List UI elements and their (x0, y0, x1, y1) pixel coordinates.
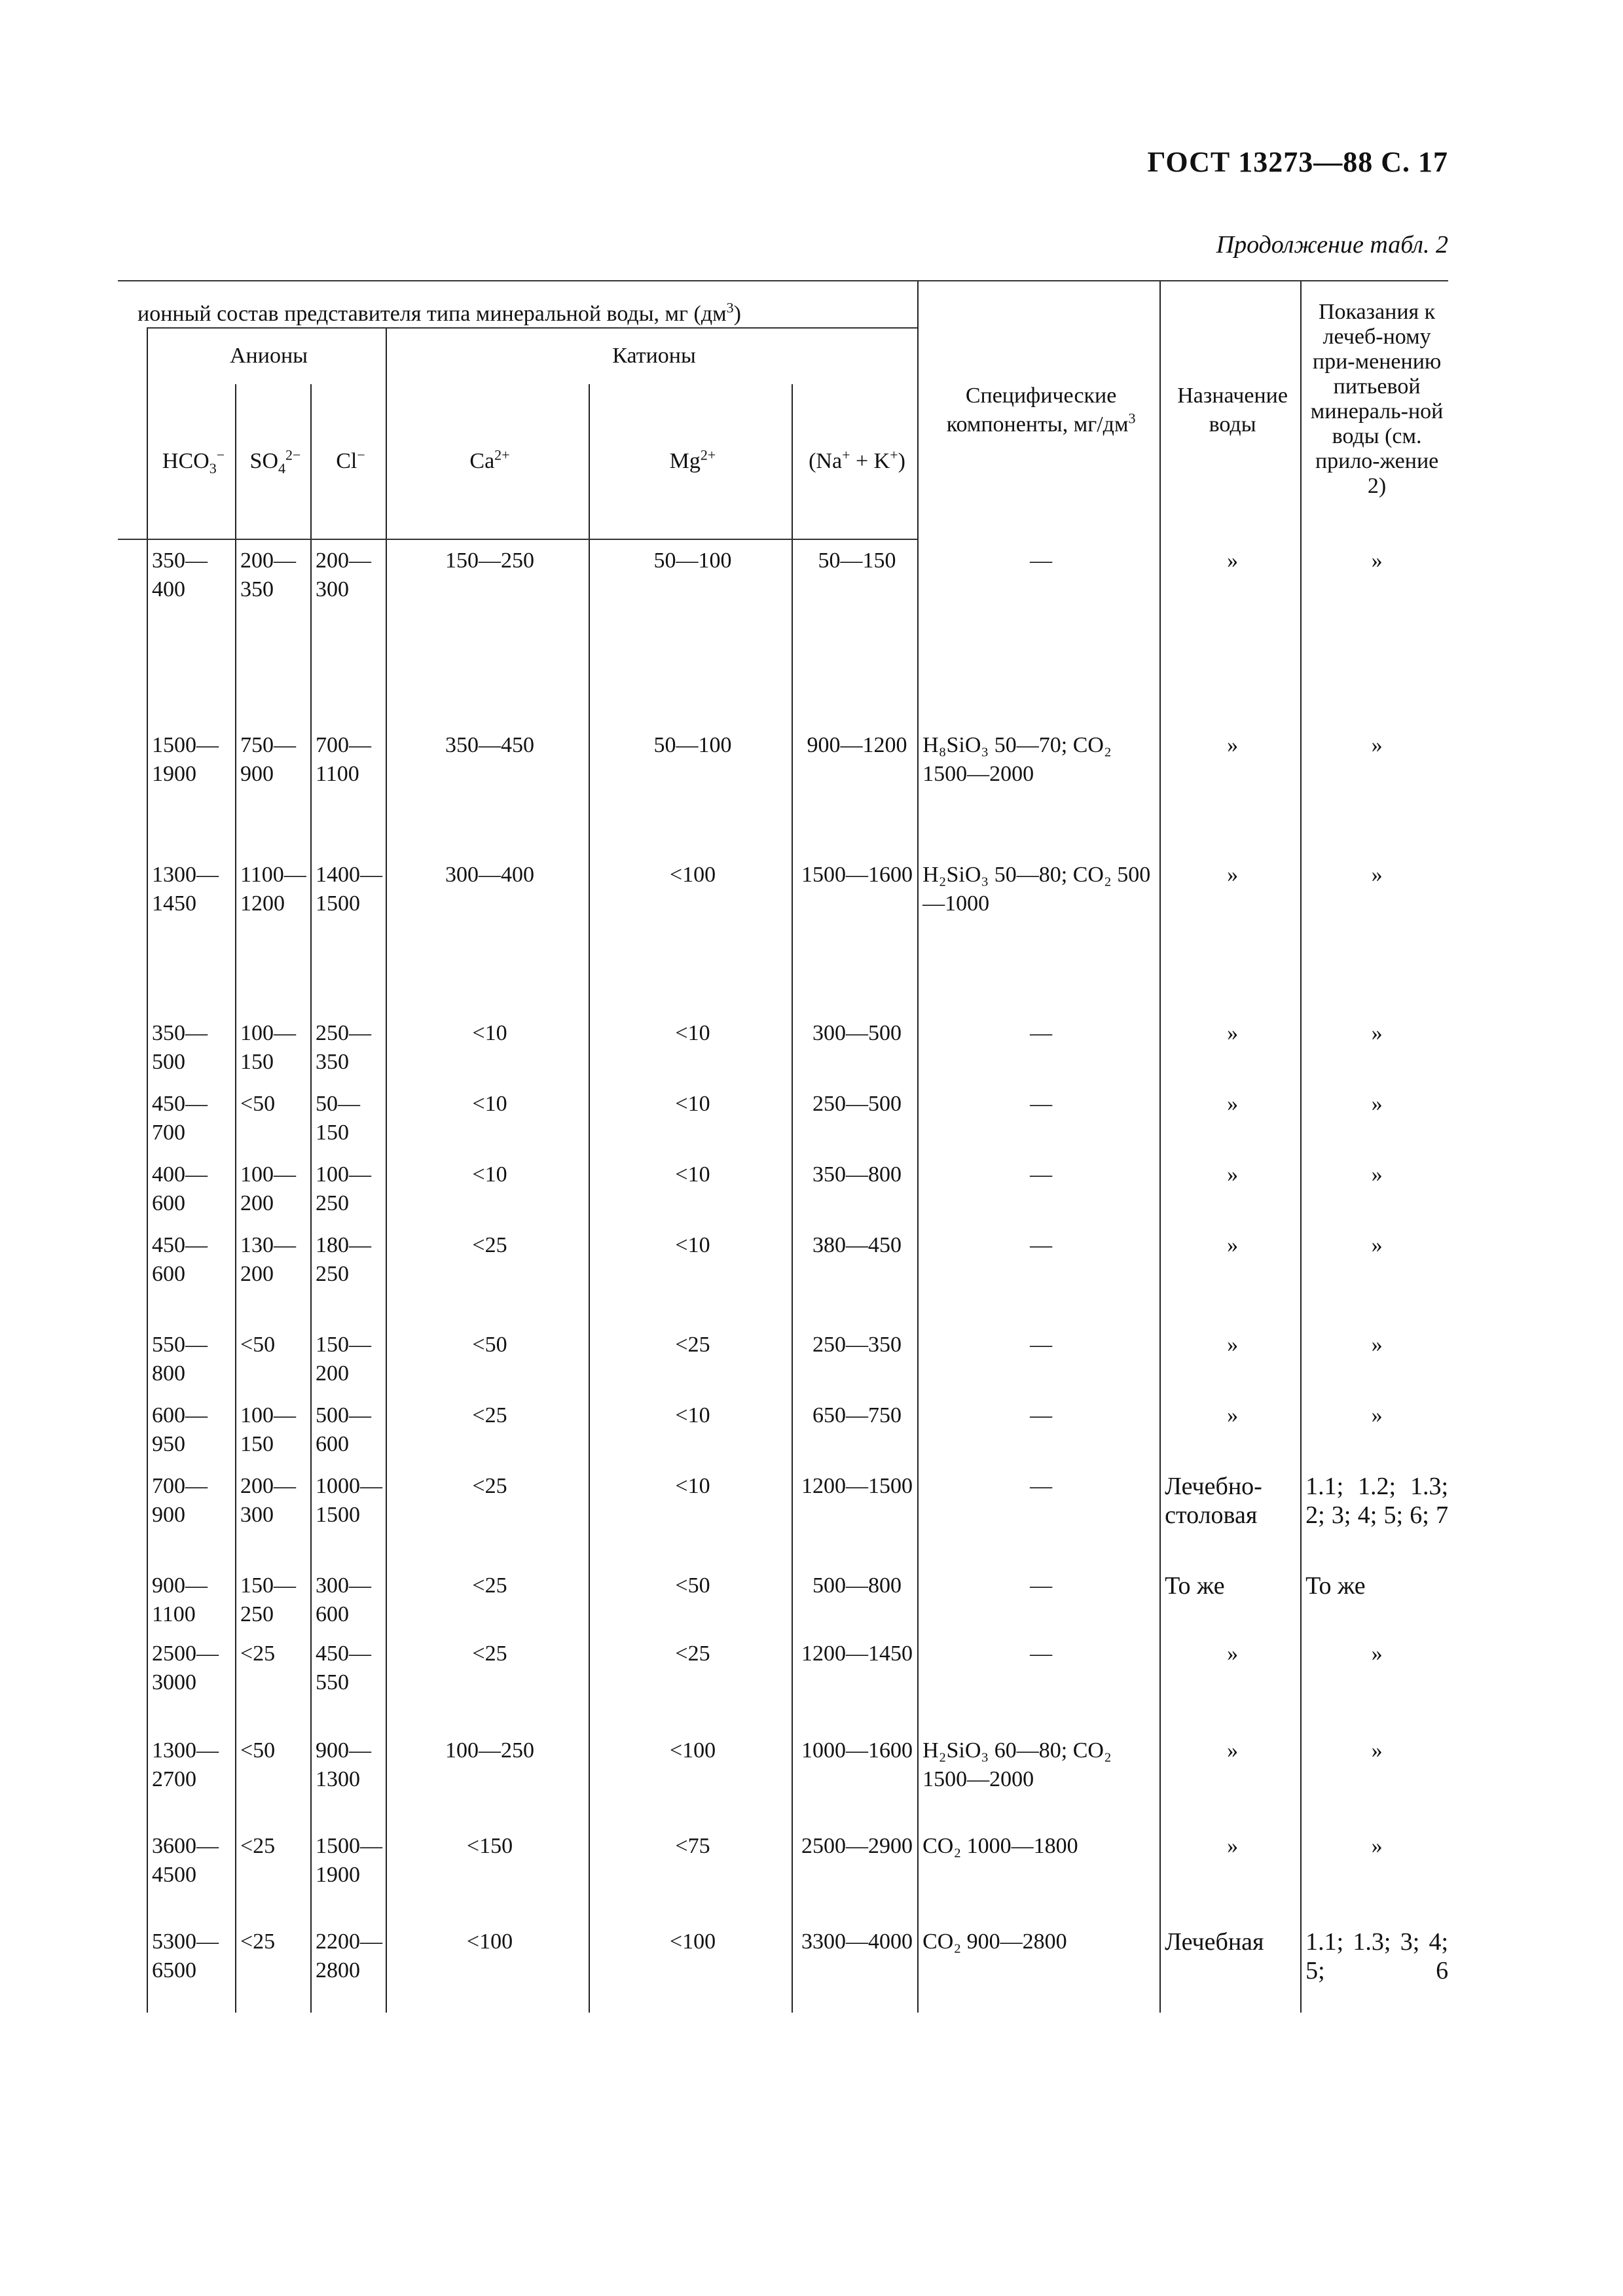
anions-header: Анионы (147, 328, 386, 384)
ca-cell: 300—400 (386, 861, 589, 1019)
table-row (118, 1019, 1448, 1090)
mg-cell: <50 (589, 1571, 792, 1640)
ca-header: $Ca^{2+}$ (386, 384, 589, 539)
indications-cell: » (1301, 1090, 1448, 1160)
specific-cell: CO₂ 1000—1800 (918, 1832, 1160, 1928)
table-row (118, 1401, 1448, 1472)
purpose-cell: Лечебная (1160, 1928, 1301, 2013)
na-k-cell: 1500—1600 (792, 861, 918, 1019)
purpose-cell: » (1160, 1331, 1301, 1401)
ca-cell: 350—450 (386, 731, 589, 861)
hco3-cell: 3600— 4500 (147, 1832, 236, 1928)
purpose-cell: » (1160, 1640, 1301, 1736)
na-k-cell: 350—800 (792, 1160, 918, 1231)
hco3-cell: 450— 600 (147, 1231, 236, 1331)
na-k-cell: 2500—2900 (792, 1832, 918, 1928)
purpose-cell: » (1160, 1736, 1301, 1832)
na-k-cell: 500—800 (792, 1571, 918, 1640)
specific-cell: — (918, 1019, 1160, 1090)
mg-cell: 50—100 (589, 547, 792, 731)
na-k-cell: 250—350 (792, 1331, 918, 1401)
cl-cell: 1400— 1500 (311, 861, 386, 1019)
indications-cell: » (1301, 861, 1448, 1019)
hco3-cell: 900— 1100 (147, 1571, 236, 1640)
purpose-cell: » (1160, 1019, 1301, 1090)
ca-cell: <100 (386, 1928, 589, 2013)
na-k-cell: 1200—1500 (792, 1472, 918, 1571)
ion-composition-header: ионный состав представителя типа минеральной воды, мг $(дм^3)$ (118, 281, 918, 328)
mg-cell: <10 (589, 1231, 792, 1331)
hco3-cell: 1300— 2700 (147, 1736, 236, 1832)
na-k-cell: 1000—1600 (792, 1736, 918, 1832)
so4-cell: 100— 150 (236, 1401, 311, 1472)
mg-cell: <100 (589, 1928, 792, 2013)
indications-cell: » (1301, 1736, 1448, 1832)
cl-cell: 500— 600 (311, 1401, 386, 1472)
specific-cell: H₂SiO₃ 50—80; CO₂ 500—1000 (918, 861, 1160, 1019)
purpose-cell: То же (1160, 1571, 1301, 1640)
ca-cell: <25 (386, 1640, 589, 1736)
so4-cell: 100— 150 (236, 1019, 311, 1090)
cl-cell: 300— 600 (311, 1571, 386, 1640)
purpose-cell: » (1160, 1832, 1301, 1928)
specific-cell: H₈SiO₃ 50—70; CO₂ 1500—2000 (918, 731, 1160, 861)
mg-cell: <100 (589, 1736, 792, 1832)
hco3-cell: 600— 950 (147, 1401, 236, 1472)
ca-cell: <150 (386, 1832, 589, 1928)
ca-cell: 100—250 (386, 1736, 589, 1832)
specific-cell: — (918, 1472, 1160, 1571)
table-row (118, 1832, 1448, 1928)
na-k-header: (Na+ + K+) (792, 384, 918, 539)
cl-cell: 1500— 1900 (311, 1832, 386, 1928)
so4-cell: 150— 250 (236, 1571, 311, 1640)
so4-cell: 200— 300 (236, 1472, 311, 1571)
mg-cell: <75 (589, 1832, 792, 1928)
specific-cell: — (918, 1160, 1160, 1231)
so4-cell: <50 (236, 1331, 311, 1401)
purpose-cell: » (1160, 731, 1301, 861)
hco3-cell: 700— 900 (147, 1472, 236, 1571)
table-continuation-label: Продолжение табл. 2 (1216, 231, 1448, 259)
indications-header: Показания к лечеб-ному при-менению питьевой минераль-ной воды (см. прило-жение 2) (1301, 281, 1448, 539)
indications-cell: » (1301, 1640, 1448, 1736)
so4-header: $SO_4^{2-}$ (236, 384, 311, 539)
table-row (118, 1640, 1448, 1736)
specific-cell: — (918, 1401, 1160, 1472)
so4-cell: 750— 900 (236, 731, 311, 861)
hco3-cell: 450— 700 (147, 1090, 236, 1160)
mg-cell: <100 (589, 861, 792, 1019)
cl-cell: 50— 150 (311, 1090, 386, 1160)
na-k-cell: 3300—4000 (792, 1928, 918, 2013)
mg-cell: <10 (589, 1401, 792, 1472)
so4-cell: 130— 200 (236, 1231, 311, 1331)
so4-cell: <50 (236, 1736, 311, 1832)
cl-cell: 100— 250 (311, 1160, 386, 1231)
specific-cell: — (918, 1331, 1160, 1401)
hco3-cell: 350— 500 (147, 1019, 236, 1090)
so4-cell: <50 (236, 1090, 311, 1160)
ca-cell: <50 (386, 1331, 589, 1401)
mg-cell: <10 (589, 1472, 792, 1571)
indications-cell: » (1301, 547, 1448, 731)
ca-cell: <25 (386, 1231, 589, 1331)
table-row (118, 547, 1448, 731)
table-row (118, 1736, 1448, 1832)
cl-cell: 450— 550 (311, 1640, 386, 1736)
mg-cell: <10 (589, 1160, 792, 1231)
specific-cell: — (918, 1571, 1160, 1640)
cl-header: Cl− (311, 384, 386, 539)
hco3-header: $HCO_3^-$ (147, 384, 236, 539)
na-k-cell: 50—150 (792, 547, 918, 731)
mg-cell: <10 (589, 1019, 792, 1090)
hco3-cell: 1300— 1450 (147, 861, 236, 1019)
purpose-header: Назначение воды (1160, 281, 1301, 539)
cl-cell: 1000— 1500 (311, 1472, 386, 1571)
cl-cell: 180— 250 (311, 1231, 386, 1331)
so4-cell: 100— 200 (236, 1160, 311, 1231)
hco3-cell: 350— 400 (147, 547, 236, 731)
ca-cell: <10 (386, 1160, 589, 1231)
indications-cell: 1.1; 1.2; 1.3; 2; 3; 4; 5; 6; 7 (1301, 1472, 1448, 1571)
mg-cell: <25 (589, 1640, 792, 1736)
ca-cell: <10 (386, 1090, 589, 1160)
indications-cell: » (1301, 1160, 1448, 1231)
specific-components-header: Специфические компоненты, $мг/дм^3$ (918, 281, 1160, 539)
specific-cell: — (918, 1231, 1160, 1331)
table-row (118, 861, 1448, 1019)
mineral-water-table (118, 280, 1448, 2013)
mg-header: $Mg^{2+}$ (589, 384, 792, 539)
table-row (118, 1231, 1448, 1331)
purpose-cell: » (1160, 861, 1301, 1019)
so4-cell: 200— 350 (236, 547, 311, 731)
ca-cell: <25 (386, 1401, 589, 1472)
so4-cell: <25 (236, 1640, 311, 1736)
purpose-cell: » (1160, 1090, 1301, 1160)
table-row (118, 1472, 1448, 1571)
purpose-cell: Лечебно-столовая (1160, 1472, 1301, 1571)
mg-cell: <25 (589, 1331, 792, 1401)
na-k-cell: 900—1200 (792, 731, 918, 861)
table-row (118, 1571, 1448, 1640)
indications-cell: » (1301, 731, 1448, 861)
so4-cell: <25 (236, 1832, 311, 1928)
cl-cell: 900— 1300 (311, 1736, 386, 1832)
so4-cell: <25 (236, 1928, 311, 2013)
hco3-cell: 5300— 6500 (147, 1928, 236, 2013)
hco3-cell: 550— 800 (147, 1331, 236, 1401)
table-row (118, 731, 1448, 861)
cl-cell: 200— 300 (311, 547, 386, 731)
na-k-cell: 300—500 (792, 1019, 918, 1090)
specific-cell: — (918, 1090, 1160, 1160)
cl-cell: 250— 350 (311, 1019, 386, 1090)
specific-cell: — (918, 1640, 1160, 1736)
hco3-cell: 2500— 3000 (147, 1640, 236, 1736)
table-row (118, 1928, 1448, 2013)
mg-cell: 50—100 (589, 731, 792, 861)
purpose-cell: » (1160, 1160, 1301, 1231)
page-title: ГОСТ 13273—88 С. 17 (1147, 146, 1448, 178)
na-k-cell: 250—500 (792, 1090, 918, 1160)
indications-cell: » (1301, 1401, 1448, 1472)
purpose-cell: » (1160, 1231, 1301, 1331)
cl-cell: 150— 200 (311, 1331, 386, 1401)
specific-cell: CO₂ 900—2800 (918, 1928, 1160, 2013)
specific-cell: — (918, 547, 1160, 731)
na-k-cell: 380—450 (792, 1231, 918, 1331)
hco3-cell: 1500— 1900 (147, 731, 236, 861)
ca-cell: 150—250 (386, 547, 589, 731)
table-row (118, 1090, 1448, 1160)
cl-cell: 2200— 2800 (311, 1928, 386, 2013)
ca-cell: <25 (386, 1571, 589, 1640)
so4-cell: 1100— 1200 (236, 861, 311, 1019)
ca-cell: <10 (386, 1019, 589, 1090)
indications-cell: » (1301, 1832, 1448, 1928)
indications-cell: 1.1; 1.3; 3; 4; 5; 6 (1301, 1928, 1448, 2013)
indications-cell: » (1301, 1019, 1448, 1090)
indications-cell: То же (1301, 1571, 1448, 1640)
indications-cell: » (1301, 1231, 1448, 1331)
hco3-cell: 400— 600 (147, 1160, 236, 1231)
purpose-cell: » (1160, 1401, 1301, 1472)
purpose-cell: » (1160, 547, 1301, 731)
specific-cell: H₂SiO₃ 60—80; CO₂ 1500—2000 (918, 1736, 1160, 1832)
ca-cell: <25 (386, 1472, 589, 1571)
table-row (118, 1331, 1448, 1401)
na-k-cell: 650—750 (792, 1401, 918, 1472)
cl-cell: 700— 1100 (311, 731, 386, 861)
cations-header: Катионы (386, 328, 918, 384)
table-row (118, 1160, 1448, 1231)
na-k-cell: 1200—1450 (792, 1640, 918, 1736)
indications-cell: » (1301, 1331, 1448, 1401)
mg-cell: <10 (589, 1090, 792, 1160)
